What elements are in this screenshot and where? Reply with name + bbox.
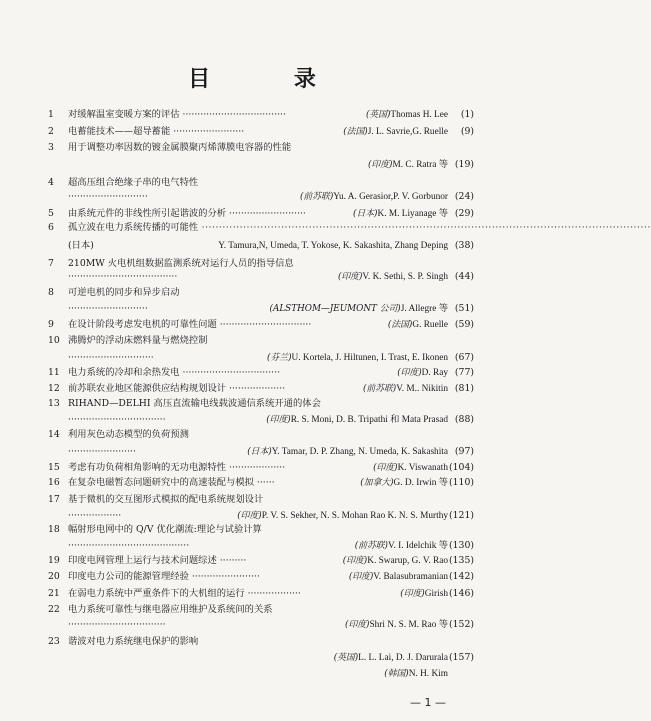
entry-title: 考虑有功负荷相角影响的无功电源特性 ··················· (68, 462, 286, 473)
toc-entry (0, 190, 504, 204)
entry-title: 由系统元件的非线性所引起谐波的分析 ·························· (68, 208, 306, 219)
entry-title: 沸腾炉的浮动床燃料量与燃烧控制 (68, 335, 208, 346)
entry-country: (印度) (237, 511, 262, 521)
entry-attribution (343, 554, 474, 568)
entry-attribution (397, 366, 474, 380)
entry-country: (芬兰) (267, 353, 292, 363)
entry-authors: M. C. Ratra 等 (392, 160, 448, 170)
entry-leader: ······················· (68, 446, 136, 457)
entry-authors: R. S. Moni, D. B. Tripathi 和 Mata Prasad (290, 415, 448, 425)
toc-entry (0, 318, 504, 332)
entry-leader: ····························· (68, 352, 154, 363)
toc-entry (0, 221, 504, 235)
entry-page: (19) (454, 159, 474, 170)
entry-number: 15 (48, 462, 60, 473)
entry-title: 谐波对电力系统继电保护的影响 (68, 636, 199, 647)
toc-entry (0, 461, 504, 475)
entry-number: 6 (48, 222, 54, 233)
entry-page: (9) (460, 126, 474, 137)
toc-entry (0, 257, 504, 271)
entry-leader: (日本) (68, 240, 94, 251)
entry-attribution (247, 445, 474, 459)
entry-leader: ································· (68, 619, 166, 630)
entry-attribution (360, 476, 474, 490)
toc-entry (0, 207, 504, 221)
entry-authors: G. Ruelle (412, 320, 448, 330)
entry-authors: K. Viswanath (397, 463, 448, 473)
entry-country: (印度) (342, 556, 368, 566)
entry-authors: K. M. Liyanage 等 (377, 209, 448, 219)
entry-title: 可逆电机的同步和异步启动 (68, 287, 180, 298)
entry-country: (英国) (365, 110, 391, 120)
entry-country: (印度) (373, 463, 398, 473)
entry-authors: V. Balasubramanian (373, 572, 448, 582)
toc-entry (0, 176, 504, 190)
entry-attribution (237, 509, 474, 523)
entry-authors: D. Ray (421, 368, 448, 378)
entry-title: 电力系统可靠性与继电器应用维护及系统间的关系 (68, 604, 273, 615)
entry-authors: G. D. Irwin 等 (393, 478, 448, 488)
toc-entry (0, 239, 504, 253)
entry-number: 8 (48, 287, 54, 298)
entry-title: 在复杂电磁暂态问题研究中的高速装配与模拟 ······ (68, 477, 275, 488)
entry-authors: V. I. Idelchik 等 (388, 541, 448, 551)
entry-page: (29) (454, 208, 474, 219)
entry-country: (前苏联) (300, 192, 334, 202)
toc-entry (0, 493, 504, 507)
entry-authors: Y. Tamar, D. P. Zhang, N. Umeda, K. Sakashita (271, 447, 448, 457)
toc-entry (0, 351, 504, 365)
entry-page: (51) (454, 303, 474, 314)
entry-page: (38) (454, 240, 474, 251)
entry-country: (印度) (266, 415, 291, 425)
entry-title: 印度电网管理上运行与技术问题综述 ········· (68, 555, 247, 566)
toc-entry (0, 397, 504, 411)
entry-number: 7 (48, 258, 54, 269)
entry-leader: ··························· (68, 303, 148, 314)
entry-number: 4 (48, 177, 54, 188)
toc-entry (0, 651, 504, 665)
entry-number: 14 (48, 429, 60, 440)
entry-page: (77) (454, 367, 474, 378)
entry-attribution (373, 461, 474, 475)
toc-entry (0, 428, 504, 442)
entry-authors: Thomas H. Lee (390, 110, 448, 120)
entry-title: 前苏联农业地区能源供应结构规划设计 ··················· (68, 383, 286, 394)
entry-authors: N. H. Kim (408, 669, 448, 679)
entry-page: (24) (454, 191, 474, 202)
toc-entry (0, 302, 504, 316)
entry-page: (110) (449, 477, 474, 488)
entry-attribution (353, 207, 474, 221)
toc-entry (0, 603, 504, 617)
entry-title: 印度电力公司的能源管理经验 ······················· (68, 571, 260, 582)
entry-country: (前苏联) (362, 384, 397, 394)
entry-attribution (343, 125, 474, 139)
toc-entry (0, 509, 504, 523)
toc-entry (0, 108, 504, 122)
entry-leader: ··························· (68, 191, 148, 202)
entry-title: 超高压组合绝缘子串的电气特性 (68, 177, 199, 188)
entry-page: (81) (454, 383, 474, 394)
entry-number: 19 (48, 555, 60, 566)
toc-entry (0, 476, 504, 490)
entry-page: (142) (449, 571, 474, 582)
entry-page: (97) (454, 446, 474, 457)
entry-authors: Y. Tamura,N, Umeda, T. Yokose, K. Sakashita, Zhang Deping (218, 241, 448, 251)
toc-entry (0, 554, 504, 568)
entry-authors: Shri N. S. M. Rao 等 (369, 620, 448, 630)
entry-country: (韩国) (384, 669, 409, 679)
entry-number: 21 (48, 588, 60, 599)
entry-page: (146) (449, 588, 474, 599)
entry-title: 在弱电力系统中严重条件下的大机组的运行 ·················· (68, 588, 301, 599)
entry-attribution (300, 190, 474, 204)
toc-entry (0, 523, 504, 537)
entry-title: 电力系统的冷却和余热发电 ································· (68, 367, 281, 378)
entry-authors: J. L. Savrie,G. Ruelle (367, 127, 448, 137)
entry-authors: K. Swarup, G. V. Rao (367, 556, 448, 566)
toc-entry (0, 539, 504, 553)
entry-attribution (368, 158, 474, 172)
entry-country: (日本) (247, 447, 272, 457)
entry-country: (印度) (397, 368, 422, 378)
entry-number: 22 (48, 604, 60, 615)
entry-leader: ····································· (68, 271, 178, 282)
entry-attribution (366, 108, 474, 122)
entry-title: 基于微机的交互图形式模拟的配电系统规划设计 (68, 494, 264, 505)
page-number: — 1 — (410, 696, 446, 709)
toc-entry (0, 570, 504, 584)
entry-page: (121) (449, 510, 474, 521)
entry-number: 2 (48, 126, 54, 137)
toc-entry (0, 618, 504, 632)
entry-page: (67) (454, 352, 474, 363)
entry-title: 电蓄能技术——超导蓄能 ························ (68, 126, 245, 137)
entry-authors: Yu. A. Gerasior,P. V. Gorbunor (333, 192, 448, 202)
entry-attribution (400, 587, 474, 601)
entry-attribution (355, 539, 474, 553)
entry-attribution (334, 651, 474, 665)
entry-number: 23 (48, 636, 60, 647)
entry-attribution (349, 570, 474, 584)
entry-country: (前苏联) (354, 541, 388, 551)
toc-entry (0, 635, 504, 649)
toc-entry (0, 286, 504, 300)
entry-leader: ·················· (68, 510, 122, 521)
entry-page: (135) (449, 555, 474, 566)
entry-authors: V. M.. Nikitin (396, 384, 448, 394)
entry-leader: ········································· (68, 540, 190, 551)
entry-number: 17 (48, 494, 60, 505)
entry-authors: L. L. Lai, D. J. Darurala (358, 653, 448, 663)
toc-entry (0, 382, 504, 396)
entry-number: 9 (48, 319, 54, 330)
entry-page: (44) (454, 271, 474, 282)
toc-entry (0, 667, 504, 681)
entry-title: 利用灰色动态模型的负荷预测 (68, 429, 189, 440)
entry-page: (157) (449, 652, 474, 663)
entry-attribution (218, 239, 474, 253)
entry-number: 16 (48, 477, 60, 488)
entry-country: (法国) (387, 320, 413, 330)
entry-country: (印度) (337, 272, 363, 282)
entry-authors: U. Kortela, J. Hiltunen, I. Trast, E. Ikonen (291, 353, 448, 363)
entry-title: 幅射形电网中的 Q/V 优化潮流:理论与试验计算 (68, 524, 262, 535)
entry-authors: P. V. S. Sekher, N. S. Mohan Rao K. N. S. Murthy (261, 511, 448, 521)
entry-page: (130) (449, 540, 474, 551)
toc-entry (0, 587, 504, 601)
entry-country: (印度) (400, 589, 425, 599)
entry-page (448, 667, 474, 681)
entry-page: (104) (449, 462, 474, 473)
entry-country: (日本) (353, 209, 378, 219)
entry-title: 孤立波在电力系统传播的可能性 ····· (68, 221, 474, 235)
entry-page: (1) (460, 109, 474, 120)
entry-number: 1 (48, 109, 54, 120)
entry-authors: V. K. Sethi, S. P. Singh (362, 272, 448, 282)
entry-number: 3 (48, 142, 54, 153)
entry-title: 对缓解温室变暖方案的评估 ··································· (68, 109, 286, 120)
entry-title: 在设计阶段考虑发电机的可靠性问题 ······························· (68, 319, 312, 330)
entry-number: 20 (48, 571, 60, 582)
toc-entry (0, 445, 504, 459)
toc-entry (0, 413, 504, 427)
entry-country: (印度) (348, 572, 374, 582)
entry-country: (英国) (333, 653, 359, 663)
entry-title: 用于调整功率因数的镀金属膜聚丙烯薄膜电容器的性能 (68, 142, 292, 153)
entry-attribution (267, 351, 474, 365)
entry-number: 10 (48, 335, 60, 346)
toc-entry (0, 125, 504, 139)
entry-number: 5 (48, 208, 54, 219)
entry-attribution (384, 667, 474, 681)
toc-entry (0, 158, 504, 172)
entry-country: (ALSTHOM—JEUMONT 公司) (269, 304, 401, 314)
entry-attribution (363, 382, 474, 396)
entry-authors: Girish (424, 589, 448, 599)
entry-attribution (345, 618, 474, 632)
entry-number: 12 (48, 383, 60, 394)
entry-number: 18 (48, 524, 60, 535)
toc-entry (0, 334, 504, 348)
entry-country: (加拿大) (360, 478, 394, 488)
entry-attribution (266, 413, 474, 427)
entry-authors: J. Allegre 等 (400, 304, 448, 314)
entry-page: (59) (454, 319, 474, 330)
entry-title: RIHAND—DELHI 高压直流输电线载波通信系统开通的体会 (68, 398, 321, 409)
toc-entry (0, 141, 504, 155)
entry-leader: ································· (68, 414, 166, 425)
entry-page: (88) (454, 414, 474, 425)
entry-country: (法国) (343, 127, 368, 137)
toc-entry (0, 270, 504, 284)
entry-number: 13 (48, 398, 60, 409)
entry-attribution (270, 302, 474, 316)
entry-page: (152) (449, 619, 474, 630)
entry-number: 11 (48, 367, 60, 378)
entry-country: (印度) (345, 620, 370, 630)
entry-title: 210MW 火电机组数据监测系统对运行人员的指导信息 (68, 258, 294, 269)
entry-country: (印度) (368, 160, 393, 170)
toc-entry (0, 366, 504, 380)
entry-attribution (388, 318, 474, 332)
page-title: 目 录 (188, 67, 354, 92)
entry-attribution (338, 270, 474, 284)
